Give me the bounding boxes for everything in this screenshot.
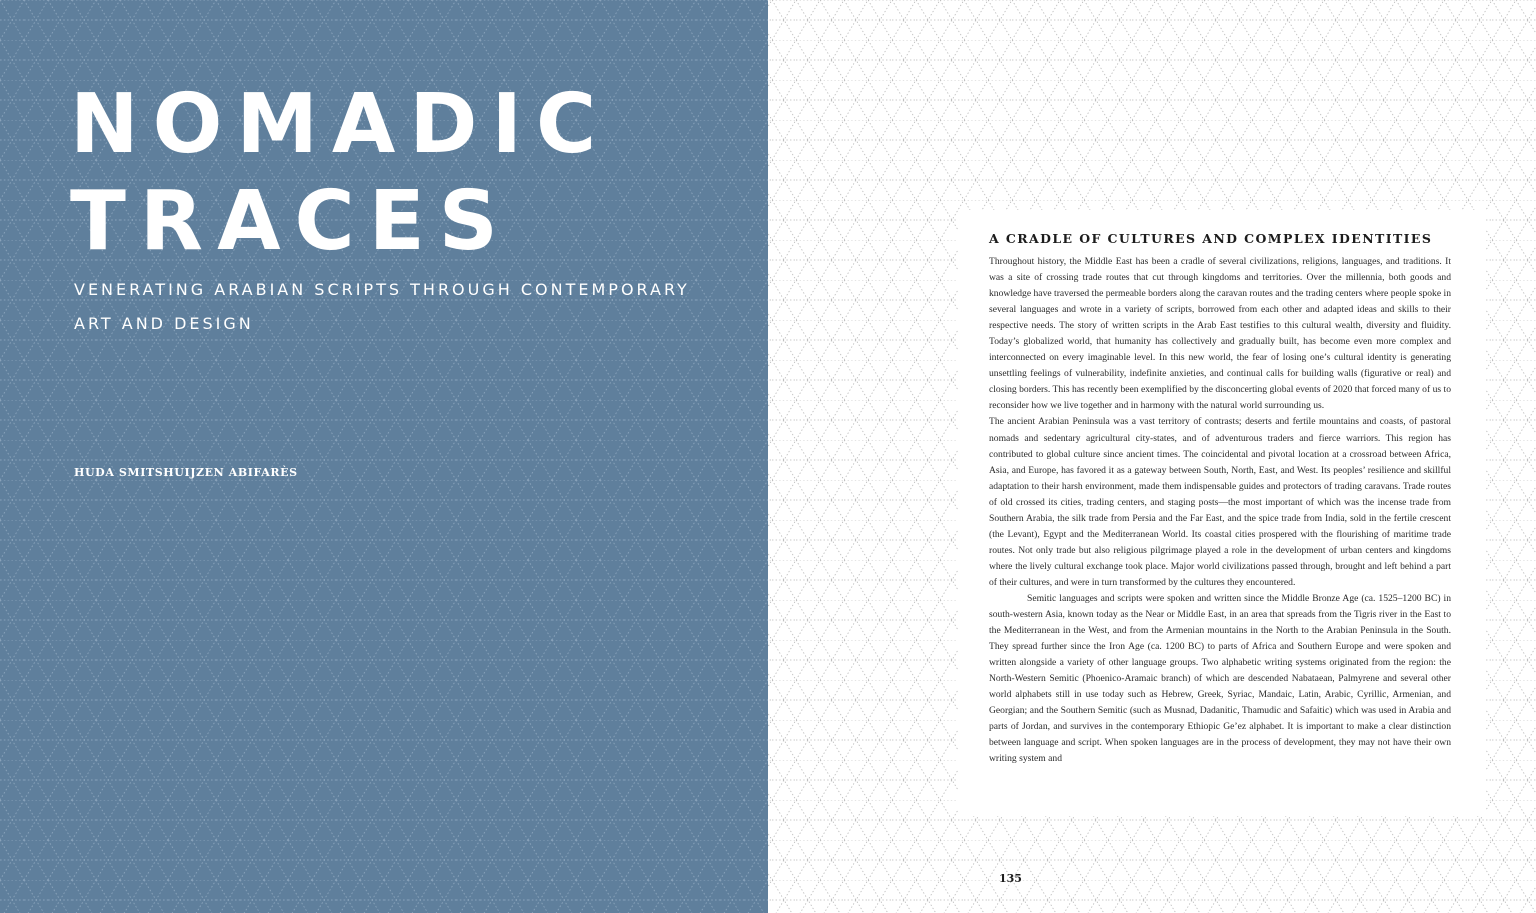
paragraph: Semitic languages and scripts were spoken and written since the Middle Bronze Age (ca. 1525–1200 BC) in south-western Asia, known today as the Near or Middle East, in an area that spreads from the Tigris river in the East to the Mediterranean in the West, and from the Armenian mountains in the North to the Arabian Peninsula in the South. They spread further since the Iron Age (ca. 1200 BC) to parts of Africa and Southern Europe and were spoken and written alongside a variety of other language groups. Two alphabetic writing systems originated from the region: the North-Western Semitic (Phoenico-Aramaic branch) of which are descended Nabataean, Palmyrene and several other world alphabets still in use today such as Hebrew, Greek, Syriac, Mandaic, Latin, Arabic, Cyrillic, Armenian, and Georgian; and the Southern Semitic (such as Musnad, Dadanitic, Thamudic and Safaitic) which was used in Arabia and parts of Jordan, and survives in the contemporary Ethiopic Ge’ez alphabet. It is important to make a clear distinction between language and script. When spoken languages are in the process of development, they may not have their own writing system and [989,592,1451,765]
article-body [989,254,1451,768]
title-line-2: TRACES [70,174,512,269]
paragraph: Throughout history, the Middle East has been a cradle of several civilizations, religions, languages, and traditions. It was a site of crossing trade routes that cut through kingdoms and territories. Over the millennia, both goods and knowledge have traversed the permeable borders along the caravan routes and the trading centers where people spoke in several languages and wrote in a variety of scripts, borrowed from each other and adapted ideas and skills to their respective needs. The story of written scripts in the Arab East testifies to this cultural wealth, diversity and fluidity. Today’s globalized world, that humanity has collectively and gradually built, has become even more complex and interconnected on every imaginable level. In this new world, the fear of losing one’s cultural identity is generating unsettling feelings of vulnerability, indefinite anxieties, and continual calls for building walls (figurative or real) and closing borders. This has recently been exemplified by the disconcerting global events of 2020 that forced many of us to reconsider how we live together and in harmony with the natural world surrounding us. [989,256,1451,412]
book-subtitle: VENERATING ARABIAN SCRIPTS THROUGH CONTEMPORARY ART AND DESIGN [74,280,690,333]
book-title [70,76,610,270]
section-heading: A CRADLE OF CULTURES AND COMPLEX IDENTITIES [989,231,1433,246]
text-page [768,0,1536,913]
page-number: 135 [999,872,1022,885]
paragraph: The ancient Arabian Peninsula was a vast territory of contrasts; deserts and fertile mountains and coasts, of pastoral nomads and sedentary agricultural city-states, and of adventurous traders and fierce warriors. This region has contributed to global culture since ancient times. The coincidental and pivotal location at a crossroad between Africa, Asia, and Europe, has favored it as a gateway between South, North, East, and West. Its peoples’ resilience and skillful adaptation to their harsh environment, made them indispensable guides and protectors of trading caravans. Trade routes of old crossed its cities, trading centers, and staging posts—the most important of which was the incense trade from Southern Arabia, the silk trade from Persia and the Far East, and the spice trade from India, sold in the fertile crescent (the Levant), Egypt and the Mediterranean World. Its coastal cities prospered with the flourishing of maritime trade routes. Not only trade but also religious pilgrimage played a role in the development of urban centers and kingdoms where the lively cultural exchange took place. Major world civilizations passed through, brought and left behind a part of their cultures, and were in turn transformed by the cultures they encountered. [989,416,1451,588]
article-text-block [958,210,1486,816]
title-line-1: NOMADIC [70,77,611,172]
author-name: HUDA SMITSHUIJZEN ABIFARÈS [74,466,298,479]
